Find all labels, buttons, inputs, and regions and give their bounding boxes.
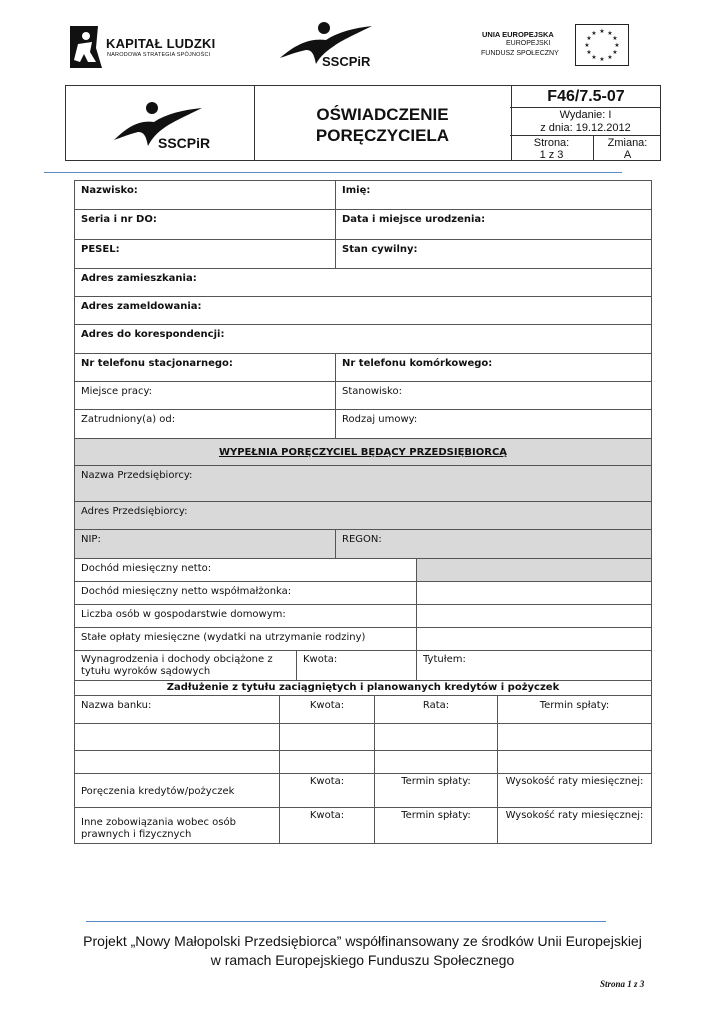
registered-address-field[interactable]: Adres zameldowania: xyxy=(74,296,652,325)
surname-field[interactable]: Nazwisko: xyxy=(74,180,336,210)
eu-text-line2: EUROPEJSKI xyxy=(506,40,551,47)
kapital-ludzki-title: KAPITAŁ LUDZKI xyxy=(106,36,216,51)
garnish-label: Wynagrodzenia i dochody obciążone z tytułu wyroków sądowych xyxy=(74,650,297,681)
page-number: Strona 1 z 3 xyxy=(600,979,645,989)
page-value: 1 z 3 xyxy=(539,149,564,161)
entrepreneur-section-header: WYPEŁNIA PORĘCZYCIEL BĘDĄCY PRZEDSIĘBIORCĄ xyxy=(74,438,652,466)
position-field[interactable]: Stanowisko: xyxy=(335,381,652,410)
svg-text:★: ★ xyxy=(591,54,597,61)
bank-row-1-rate[interactable] xyxy=(374,723,498,751)
svg-text:SSCPiR: SSCPiR xyxy=(158,135,211,151)
sscpir-logo xyxy=(276,20,381,72)
fixed-costs-label: Stałe opłaty miesięczne (wydatki na utrzymanie rodziny) xyxy=(74,627,417,651)
eu-text-line1: UNIA EUROPEJSKA xyxy=(482,30,554,39)
footer-line2: w ramach Europejskiego Funduszu Społecznego xyxy=(210,952,515,968)
spouse-income-label: Dochód miesięczny netto współmałżonka: xyxy=(74,581,417,605)
edition: Wydanie: I xyxy=(559,109,612,121)
net-income-input[interactable] xyxy=(416,558,652,582)
marital-status-field[interactable]: Stan cywilny: xyxy=(335,239,652,269)
guarantees-label: Poręczenia kredytów/pożyczek xyxy=(74,773,280,808)
bank-row-2-term[interactable] xyxy=(497,750,652,774)
svg-text:★: ★ xyxy=(591,30,597,37)
bank-row-1-name[interactable] xyxy=(74,723,280,751)
sscpir-logo-text: SSCPiR xyxy=(322,54,371,69)
svg-text:★: ★ xyxy=(599,28,605,35)
title-line2: PORĘCZYCIELA xyxy=(315,126,450,145)
first-name-field[interactable]: Imię: xyxy=(335,180,652,210)
svg-text:★: ★ xyxy=(612,49,618,56)
document-title xyxy=(255,104,510,146)
nip-field[interactable]: NIP: xyxy=(74,529,336,559)
other-amount-field[interactable]: Kwota: xyxy=(279,807,375,844)
spouse-income-input[interactable] xyxy=(416,581,652,605)
workplace-field[interactable]: Miejsce pracy: xyxy=(74,381,336,410)
company-name-field[interactable]: Nazwa Przedsiębiorcy: xyxy=(74,465,652,502)
fixed-costs-input[interactable] xyxy=(416,627,652,651)
document-code: F46/7.5-07 xyxy=(547,88,625,105)
svg-text:★: ★ xyxy=(599,56,605,63)
bank-name-header: Nazwa banku: xyxy=(74,695,280,724)
footer-line1: Projekt „Nowy Małopolski Przedsiębiorca” współfinansowany ze środków Unii Europejskiej xyxy=(83,933,642,949)
guarantees-installment-field[interactable]: Wysokość raty miesięcznej: xyxy=(497,773,652,808)
bank-row-1-amount[interactable] xyxy=(279,723,375,751)
garnish-amount-field[interactable]: Kwota: xyxy=(296,650,417,681)
page-label: Strona: xyxy=(533,137,570,149)
garnish-title-field[interactable]: Tytułem: xyxy=(416,650,652,681)
sscpir-header-logo xyxy=(112,100,212,152)
svg-text:★: ★ xyxy=(612,35,618,42)
net-income-label: Dochód miesięczny netto: xyxy=(74,558,417,582)
company-address-field[interactable]: Adres Przedsiębiorcy: xyxy=(74,501,652,530)
home-address-field[interactable]: Adres zamieszkania: xyxy=(74,268,652,297)
regon-field[interactable]: REGON: xyxy=(335,529,652,559)
eu-text-line3: FUNDUSZ SPOŁECZNY xyxy=(481,50,559,57)
birth-field[interactable]: Data i miejsce urodzenia: xyxy=(335,209,652,240)
contract-type-field[interactable]: Rodzaj umowy: xyxy=(335,409,652,439)
guarantees-amount-field[interactable]: Kwota: xyxy=(279,773,375,808)
id-series-field[interactable]: Seria i nr DO: xyxy=(74,209,336,240)
svg-text:★: ★ xyxy=(614,42,620,49)
phone-fixed-field[interactable]: Nr telefonu stacjonarnego: xyxy=(74,353,336,382)
household-input[interactable] xyxy=(416,604,652,628)
bank-row-2-amount[interactable] xyxy=(279,750,375,774)
change-label: Zmiana: xyxy=(607,137,648,149)
svg-text:★: ★ xyxy=(586,49,592,56)
employed-since-field[interactable]: Zatrudniony(a) od: xyxy=(74,409,336,439)
footer-divider xyxy=(86,921,606,922)
footer-text xyxy=(40,932,685,970)
edition-date: z dnia: 19.12.2012 xyxy=(540,122,631,134)
svg-text:★: ★ xyxy=(586,35,592,42)
bank-rate-header: Rata: xyxy=(374,695,498,724)
svg-text:★: ★ xyxy=(584,42,590,49)
bank-row-2-name[interactable] xyxy=(74,750,280,774)
bank-row-2-rate[interactable] xyxy=(374,750,498,774)
pesel-field[interactable]: PESEL: xyxy=(74,239,336,269)
bank-amount-header: Kwota: xyxy=(279,695,375,724)
svg-text:★: ★ xyxy=(607,30,613,37)
bank-term-header: Termin spłaty: xyxy=(497,695,652,724)
change-value: A xyxy=(623,149,632,161)
svg-text:★: ★ xyxy=(607,54,613,61)
other-installment-field[interactable]: Wysokość raty miesięcznej: xyxy=(497,807,652,844)
header-divider xyxy=(44,172,622,173)
kapital-ludzki-subtitle: NARODOWA STRATEGIA SPÓJNOŚCI xyxy=(107,52,211,58)
debt-section-header: Zadłużenie z tytułu zaciągniętych i planowanych kredytów i pożyczek xyxy=(74,680,652,696)
correspondence-address-field[interactable]: Adres do korespondencji: xyxy=(74,324,652,354)
household-label: Liczba osób w gospodarstwie domowym: xyxy=(74,604,417,628)
phone-mobile-field[interactable]: Nr telefonu komórkowego: xyxy=(335,353,652,382)
title-line1: OŚWIADCZENIE xyxy=(316,105,449,124)
other-obligations-label: Inne zobowiązania wobec osób prawnych i fizycznych xyxy=(74,807,280,844)
guarantees-term-field[interactable]: Termin spłaty: xyxy=(374,773,498,808)
eu-flag-icon xyxy=(575,24,629,66)
bank-row-1-term[interactable] xyxy=(497,723,652,751)
other-term-field[interactable]: Termin spłaty: xyxy=(374,807,498,844)
